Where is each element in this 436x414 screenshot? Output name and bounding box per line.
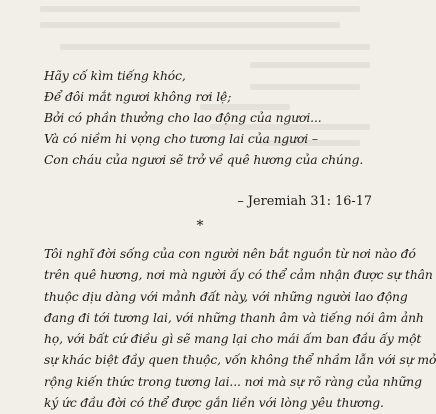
poem-line: Để đôi mắt ngươi không rơi lệ; — [44, 90, 232, 104]
epigraph-poem — [44, 66, 364, 171]
paragraph-line: thuộc dịu dàng với mảnh đất này, với những người lao động — [44, 289, 408, 304]
paragraph-line: ký ức đầu đời có thể được gắn liền với lòng yêu thương. — [44, 396, 384, 411]
poem-line: Hãy cố kìm tiếng khóc, — [44, 69, 186, 83]
poem-line: Bởi có phần thưởng cho lao động của ngươi... — [44, 111, 322, 125]
poem-line: Con cháu của ngươi sẽ trở về quê hương của chúng. — [44, 153, 364, 167]
poem-line: Và có niềm hi vọng cho tương lai của ngươi – — [44, 132, 318, 146]
paragraph-line: trên quê hương, nơi mà người ấy có thể cảm nhận được sự thân — [44, 268, 433, 283]
paragraph-line: đang đi tới tương lai, với những thanh âm và tiếng nói âm ảnh — [44, 310, 424, 325]
body-paragraph — [44, 244, 436, 414]
section-separator: * — [196, 218, 204, 234]
epigraph-attribution: – Jeremiah 31: 16-17 — [237, 194, 372, 209]
paragraph-line: sự khác biệt đầy quen thuộc, vốn không thể nhầm lẫn với sự mở — [44, 353, 436, 368]
paragraph-line: rộng kiến thức trong tương lai... nơi mà sự rõ ràng của những — [44, 374, 422, 389]
paragraph-line: họ, với bất cứ điều gì sẽ mang lại cho mái ấm ban đầu ấy một — [44, 332, 422, 347]
paragraph-line: Tôi nghĩ đời sống của con người nên bắt nguồn từ nơi nào đó — [44, 247, 416, 261]
